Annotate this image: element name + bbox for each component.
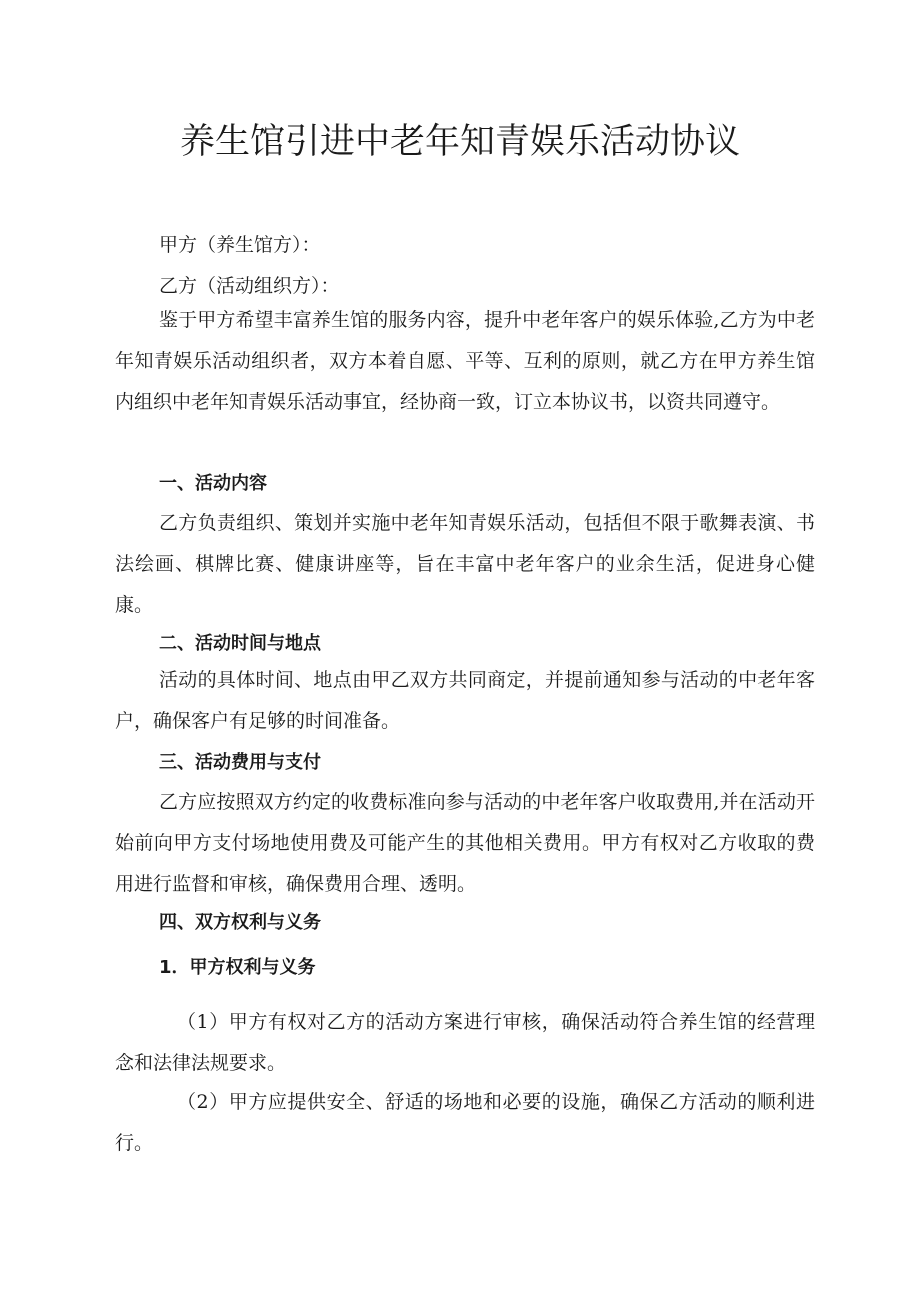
subsection-item-2: （2）甲方应提供安全、舒适的场地和必要的设施，确保乙方活动的顺利进行。 <box>115 1091 815 1154</box>
section-heading-3: 三、活动费用与支付 <box>159 752 321 773</box>
section-body-2: 活动的具体时间、地点由甲乙双方共同商定，并提前通知参与活动的中老年客户，确保客户有足够的时间准备。 <box>115 669 815 732</box>
document-title: 养生馆引进中老年知青娱乐活动协议 <box>179 122 740 162</box>
section-heading-2: 二、活动时间与地点 <box>159 633 321 654</box>
section-heading-4: 四、双方权利与义务 <box>159 912 321 933</box>
section-body-1: 乙方负责组织、策划并实施中老年知青娱乐活动，包括但不限于歌舞表演、书法绘画、棋牌比赛、健康讲座等，旨在丰富中老年客户的业余生活，促进身心健康。 <box>115 512 815 616</box>
section-heading-1: 一、活动内容 <box>159 473 267 494</box>
party-b-line: 乙方（活动组织方）： <box>159 275 340 297</box>
section-body-3: 乙方应按照双方约定的收费标准向参与活动的中老年客户收取费用,并在活动开始前向甲方支付场地使用费及可能产生的其他相关费用。甲方有权对乙方收取的费用进行监督和审核，确保费用合理、透明。 <box>115 791 815 895</box>
subsection-heading-1: 1．甲方权利与义务 <box>159 957 316 978</box>
preamble-paragraph: 鉴于甲方希望丰富养生馆的服务内容，提升中老年客户的娱乐体验,乙方为中老年知青娱乐活动组织者，双方本着自愿、平等、互利的原则，就乙方在甲方养生馆内组织中老年知青娱乐活动事宜，经协商一致，订立本协议书，以资共同遵守。 <box>115 309 815 413</box>
subsection-item-1: （1）甲方有权对乙方的活动方案进行审核，确保活动符合养生馆的经营理念和法律法规要求。 <box>115 1011 815 1074</box>
party-a-line: 甲方（养生馆方）： <box>159 234 321 256</box>
